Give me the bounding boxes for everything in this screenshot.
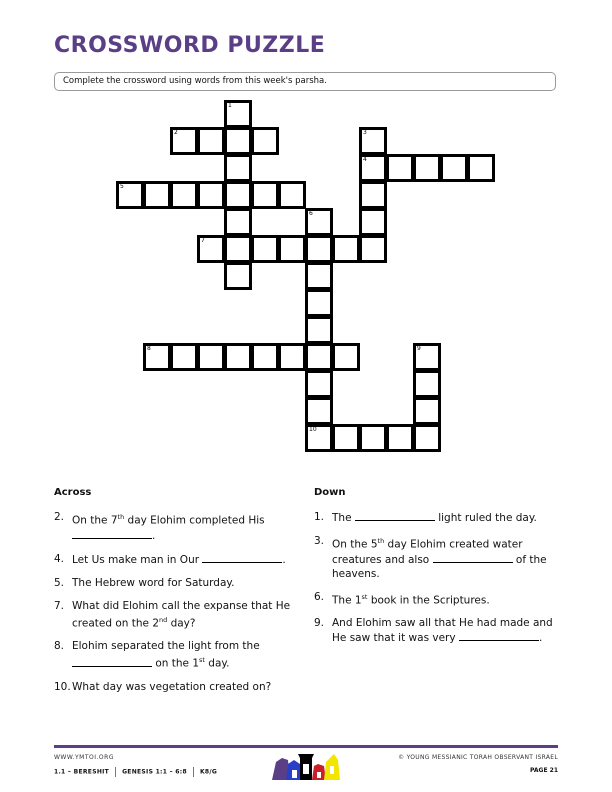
across-clue [54,599,294,631]
answer-blank [355,510,435,521]
across-clue [54,639,294,671]
footer-url[interactable]: WWW.YMTOI.ORG [54,754,114,761]
crossword-cell[interactable] [224,100,252,128]
crossword-cell[interactable] [251,181,279,209]
down-clue [314,534,559,581]
clue-number: 3 [363,129,367,136]
down-clue [314,616,559,645]
crossword-cell[interactable] [305,235,333,263]
clue-number: 8 [147,345,151,352]
crossword-cell[interactable] [359,127,387,155]
crossword-cell[interactable] [278,235,306,263]
clue-text: Let Us make man in Our . [72,553,286,566]
crossword-cell[interactable] [440,154,468,182]
across-clue [54,680,294,694]
clue-text: The light ruled the day. [332,512,537,524]
crossword-cell[interactable] [251,127,279,155]
crossword-cell[interactable] [170,127,198,155]
crossword-cell[interactable] [359,181,387,209]
clue-text: What did Elohim call the expanse that He created on the 2nd day? [72,599,291,629]
crossword-cell[interactable] [224,154,252,182]
crossword-cell[interactable] [305,343,333,371]
across-heading: Across [54,487,92,498]
crossword-cell[interactable] [197,127,225,155]
clue-number: 4 [363,156,367,163]
across-clue-list [54,510,294,694]
crossword-cell[interactable] [224,181,252,209]
crossword-cell[interactable] [413,343,441,371]
clue-number: 6 [309,210,313,217]
footer-portion: 1.1 – BERESHIT [54,768,110,776]
down-clue [314,590,559,608]
clue-number: 2. [54,511,65,523]
clue-text: On the 7th day Elohim completed His . [72,513,265,542]
clue-number: 10. [54,680,71,693]
clue-text: Elohim separated the light from the on the 1st day. [72,640,260,670]
crossword-cell[interactable] [224,262,252,290]
crossword-cell[interactable] [305,397,333,425]
crossword-cell[interactable] [170,343,198,371]
clue-number: 10 [309,426,317,433]
crossword-cell[interactable] [305,316,333,344]
answer-blank [72,656,152,667]
crossword-cell[interactable] [332,235,360,263]
crossword-cell[interactable] [332,424,360,452]
across-clue [54,510,294,543]
footer-scripture: GENESIS 1:1 – 6:8 [122,768,187,776]
clue-text: And Elohim saw all that He had made and He saw that it was very . [332,617,553,644]
across-clues [54,486,294,703]
page-title: CROSSWORD PUZZLE [54,33,326,58]
crossword-cell[interactable] [197,235,225,263]
clue-number: 1 [228,102,232,109]
crossword-cell[interactable] [413,154,441,182]
clue-number: 5 [120,183,124,190]
crossword-cell[interactable] [143,181,171,209]
crossword-cell[interactable] [224,208,252,236]
crossword-cell[interactable] [413,424,441,452]
crossword-cell[interactable] [170,181,198,209]
clue-number: 3. [314,535,325,547]
crossword-cell[interactable] [467,154,495,182]
clue-number: 5. [54,576,65,589]
crossword-cell[interactable] [305,208,333,236]
crossword-cell[interactable] [305,262,333,290]
crossword-cell[interactable] [386,424,414,452]
ymtoi-logo-icon [268,750,348,782]
crossword-cell[interactable] [278,181,306,209]
clue-number: 1. [314,511,325,523]
clue-text: What day was vegetation created on? [72,680,272,693]
crossword-cell[interactable] [116,181,144,209]
across-clue [54,576,294,590]
clue-number: 7 [201,237,205,244]
crossword-cell[interactable] [197,181,225,209]
down-clues [314,486,559,654]
crossword-cell[interactable] [305,370,333,398]
page-number: PAGE 21 [530,767,558,774]
answer-blank [72,528,152,539]
clue-text: The 1st book in the Scriptures. [332,592,490,606]
crossword-cell[interactable] [359,235,387,263]
down-clue [314,510,559,525]
answer-blank [433,552,513,563]
crossword-cell[interactable] [413,370,441,398]
footer-level: K8/G [199,768,218,776]
down-clue-list [314,510,559,645]
clue-number: 2 [174,129,178,136]
crossword-cell[interactable] [386,154,414,182]
crossword-cell[interactable] [224,235,252,263]
crossword-cell[interactable] [305,289,333,317]
crossword-cell[interactable] [251,235,279,263]
crossword-cell[interactable] [359,154,387,182]
crossword-cell[interactable] [224,343,252,371]
crossword-cell[interactable] [359,208,387,236]
down-heading: Down [314,487,346,498]
answer-blank [202,552,282,563]
crossword-cell[interactable] [224,127,252,155]
clue-number: 7. [54,599,65,612]
footer-divider [54,745,558,748]
across-clue [54,552,294,567]
crossword-cell[interactable] [332,343,360,371]
clue-number: 9. [314,617,325,629]
clue-text: The Hebrew word for Saturday. [72,576,235,589]
clue-number: 6. [314,590,325,603]
clue-text: On the 5th day Elohim created water creatures and also of the heavens. [332,537,547,580]
crossword-cell[interactable] [197,343,225,371]
footer-separator [115,767,116,777]
crossword-cell[interactable] [413,397,441,425]
crossword-cell[interactable] [305,424,333,452]
footer-separator [193,767,194,777]
instructions-box: Complete the crossword using words from this week's parsha. [54,72,556,91]
crossword-cell[interactable] [278,343,306,371]
clue-number: 4. [54,552,65,565]
crossword-cell[interactable] [143,343,171,371]
answer-blank [459,630,539,641]
crossword-cell[interactable] [359,424,387,452]
footer-copyright: © YOUNG MESSIANIC TORAH OBSERVANT ISRAEL [398,754,558,761]
crossword-cell[interactable] [251,343,279,371]
clue-number: 8. [54,640,65,652]
clue-number: 9 [417,345,421,352]
footer-reference [54,767,217,777]
